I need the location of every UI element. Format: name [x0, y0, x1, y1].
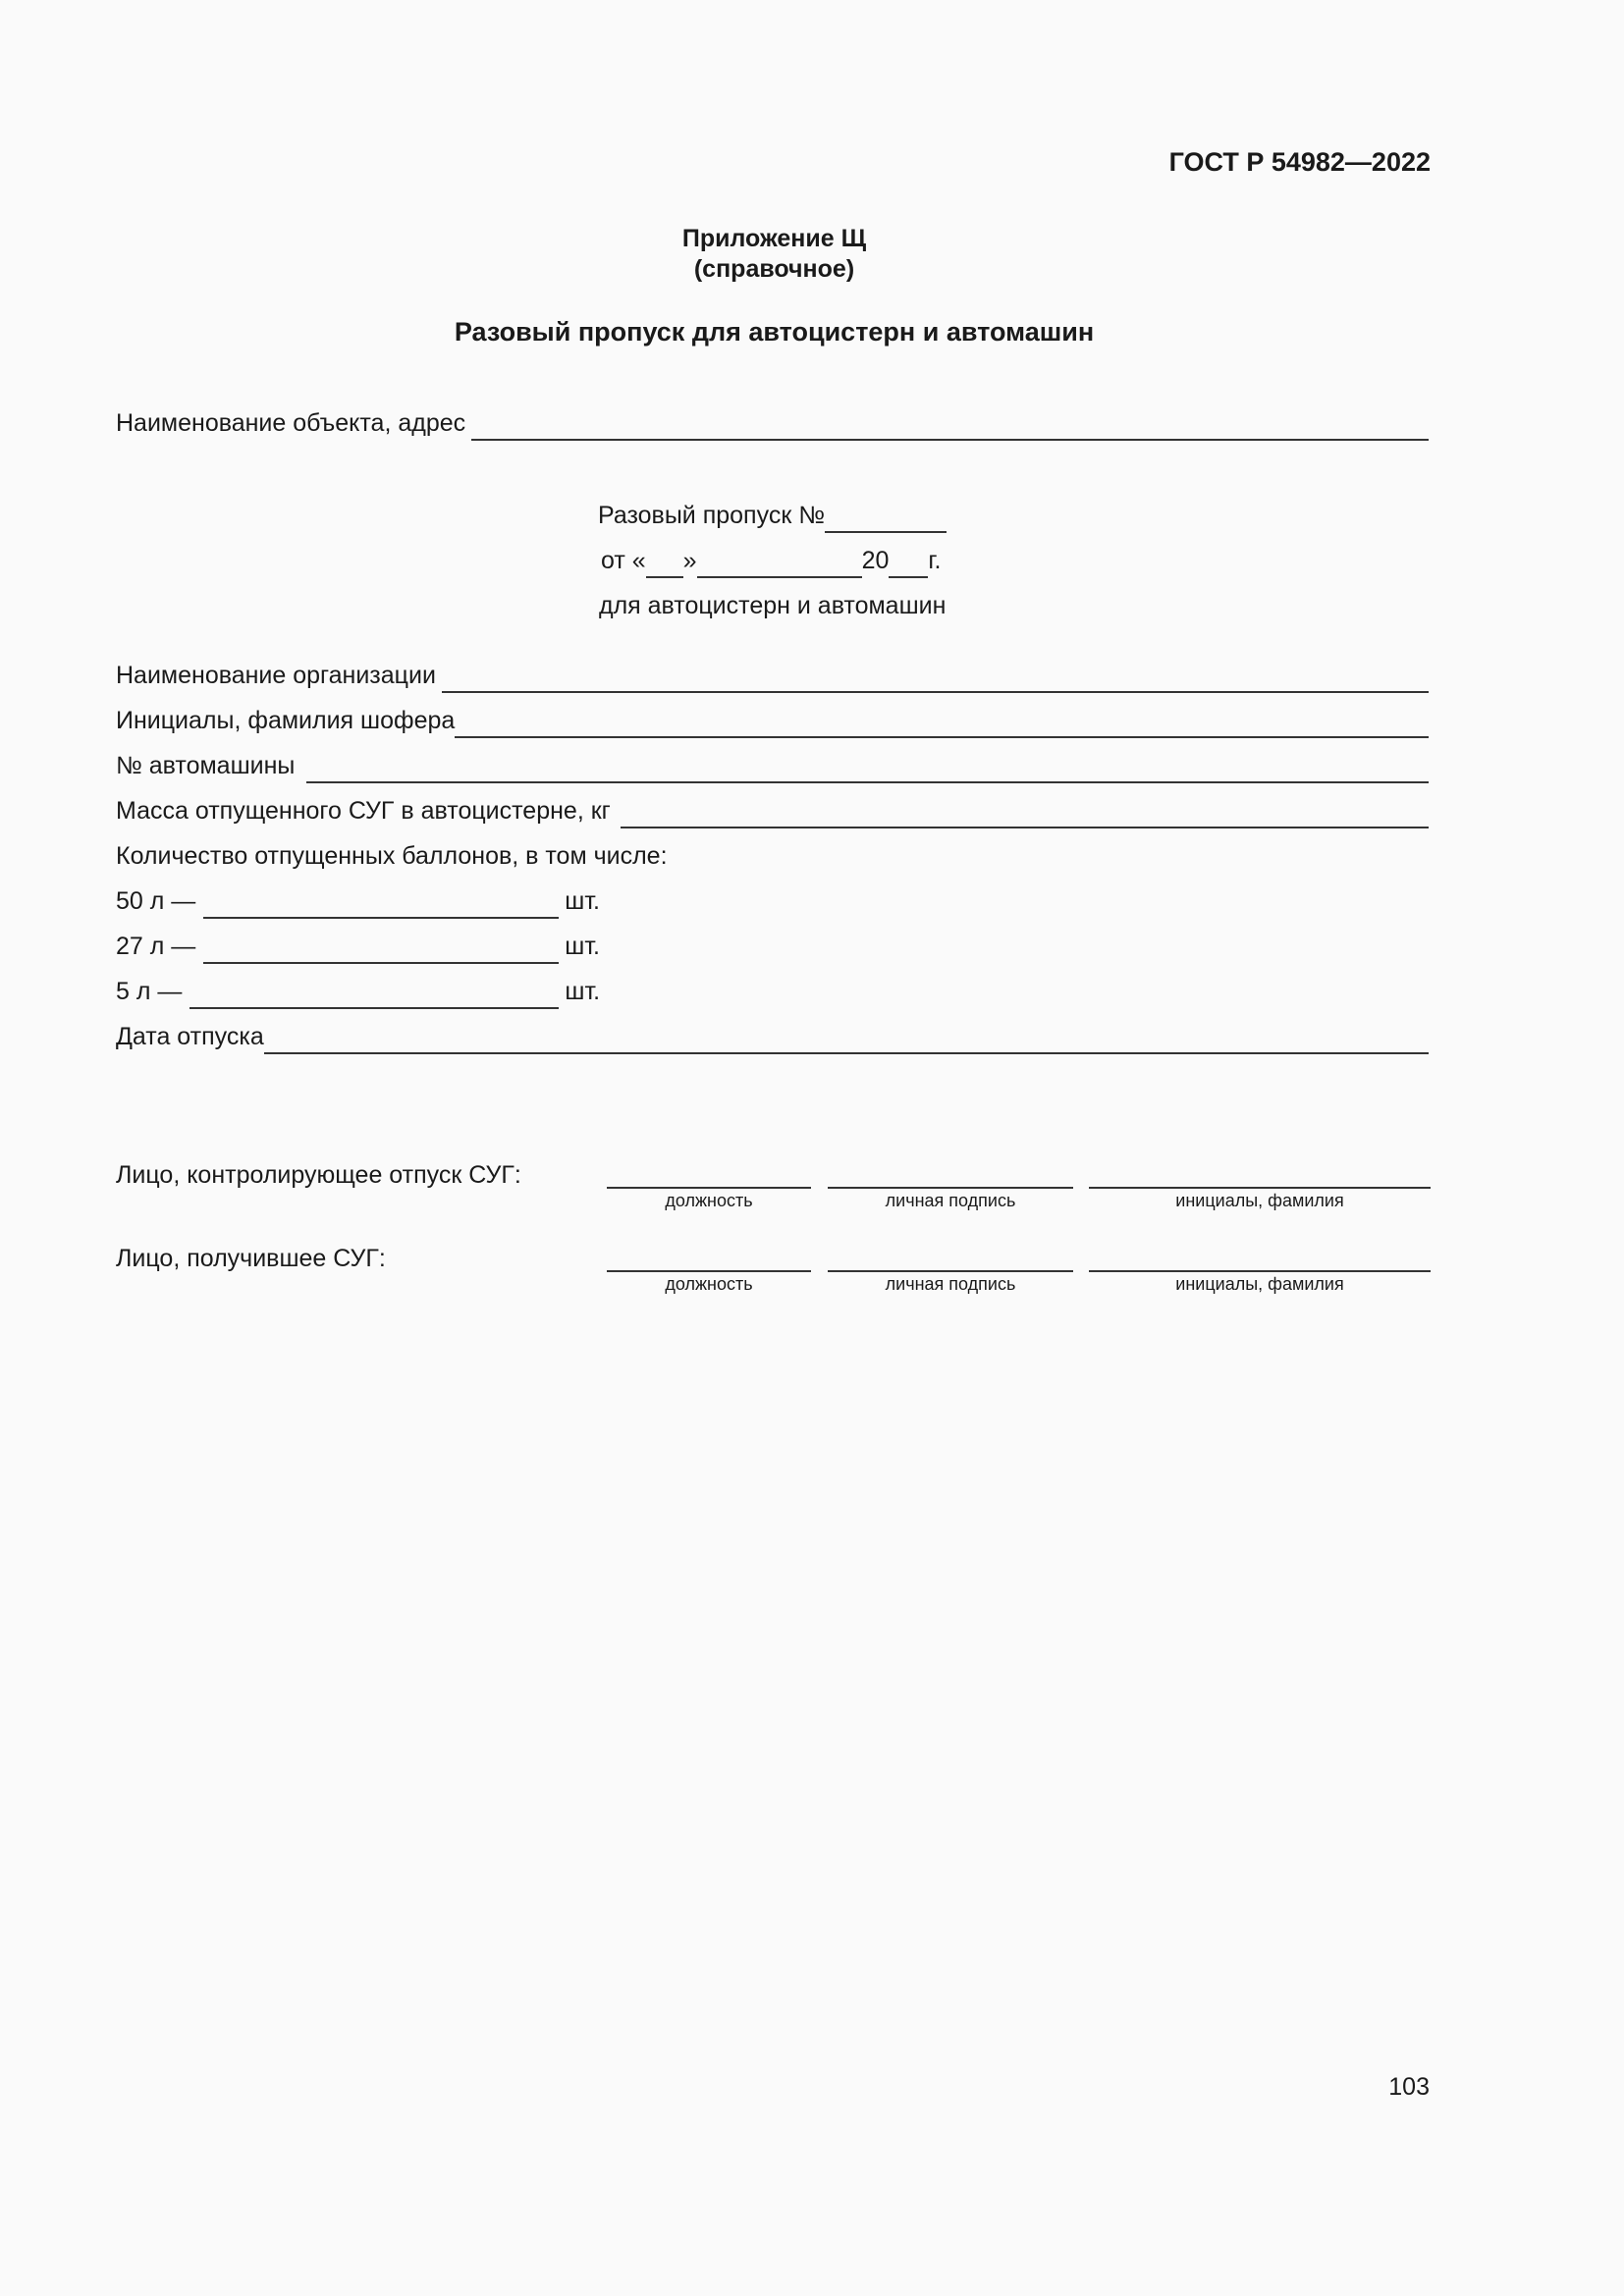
- caption-position: должность: [665, 1191, 753, 1210]
- receiver-name-line[interactable]: [1089, 1270, 1431, 1272]
- mass-field[interactable]: [116, 793, 1429, 828]
- pass-year-prefix: 20: [861, 547, 890, 574]
- quantity-blank[interactable]: [189, 976, 559, 1009]
- pass-for-label: для автоцистерн и автомашин: [599, 592, 947, 619]
- document-title: Разовый пропуск для автоцистерн и автомашин: [454, 317, 1095, 347]
- pass-number-line: [598, 498, 947, 533]
- caption-signature: личная подпись: [885, 1191, 1016, 1210]
- pass-month-blank[interactable]: [697, 547, 862, 578]
- mass-label: Масса отпущенного СУГ в автоцистерне, кг: [116, 797, 611, 825]
- object-address-field[interactable]: [116, 405, 1429, 441]
- quantity-unit: шт.: [565, 933, 600, 960]
- vehicle-label: № автомашины: [116, 752, 296, 779]
- caption-signature: личная подпись: [885, 1274, 1016, 1294]
- cylinders-label: Количество отпущенных баллонов, в том числе:: [116, 842, 668, 870]
- organization-blank[interactable]: [442, 660, 1429, 693]
- quantity-unit: шт.: [565, 887, 600, 915]
- caption-position: должность: [665, 1274, 753, 1294]
- controller-position-line[interactable]: [607, 1187, 811, 1189]
- quantity-blank[interactable]: [203, 931, 559, 964]
- pass-for-line: [599, 588, 946, 623]
- quantity-5l[interactable]: [116, 974, 600, 1009]
- pass-date-line: [601, 543, 941, 578]
- pass-year-blank[interactable]: [889, 547, 928, 578]
- pass-number-label: Разовый пропуск №: [598, 502, 826, 529]
- cylinders-heading: [116, 838, 1429, 874]
- quantity-label: 5 л —: [116, 978, 183, 1005]
- date-blank[interactable]: [264, 1021, 1429, 1054]
- driver-blank[interactable]: [455, 705, 1429, 738]
- standard-number: ГОСТ Р 54982—2022: [1168, 147, 1431, 177]
- quantity-unit: шт.: [565, 978, 601, 1005]
- vehicle-blank[interactable]: [306, 750, 1429, 783]
- vehicle-field[interactable]: [116, 748, 1429, 783]
- caption-name: инициалы, фамилия: [1175, 1191, 1344, 1210]
- pass-date-quote: »: [682, 547, 697, 574]
- date-label: Дата отпуска: [116, 1023, 264, 1050]
- receiver-label: Лицо, получившее СУГ:: [116, 1245, 386, 1272]
- organization-field[interactable]: [116, 658, 1429, 693]
- organization-label: Наименование организации: [116, 662, 436, 689]
- caption-name: инициалы, фамилия: [1175, 1274, 1344, 1294]
- object-address-blank[interactable]: [471, 407, 1429, 441]
- receiver-signature-line[interactable]: [828, 1270, 1073, 1272]
- controller-name-line[interactable]: [1089, 1187, 1431, 1189]
- appendix-title: Приложение Щ: [681, 225, 867, 252]
- controller-signature-line[interactable]: [828, 1187, 1073, 1189]
- mass-blank[interactable]: [621, 795, 1429, 828]
- driver-field[interactable]: [116, 703, 1429, 738]
- pass-day-blank[interactable]: [646, 547, 683, 578]
- pass-date-from: от «: [601, 547, 646, 574]
- appendix-kind: (справочное): [693, 255, 855, 283]
- quantity-50l[interactable]: [116, 883, 600, 919]
- page-number: 103: [1388, 2073, 1430, 2101]
- object-address-label: Наименование объекта, адрес: [116, 409, 466, 437]
- quantity-label: 50 л —: [116, 887, 196, 915]
- quantity-label: 27 л —: [116, 933, 196, 960]
- quantity-blank[interactable]: [203, 885, 559, 919]
- driver-label: Инициалы, фамилия шофера: [116, 707, 456, 734]
- pass-number-blank[interactable]: [825, 502, 947, 533]
- controller-label: Лицо, контролирующее отпуск СУГ:: [116, 1161, 521, 1189]
- pass-year-suffix: г.: [928, 547, 942, 574]
- date-field[interactable]: [116, 1019, 1429, 1054]
- quantity-27l[interactable]: [116, 929, 600, 964]
- receiver-position-line[interactable]: [607, 1270, 811, 1272]
